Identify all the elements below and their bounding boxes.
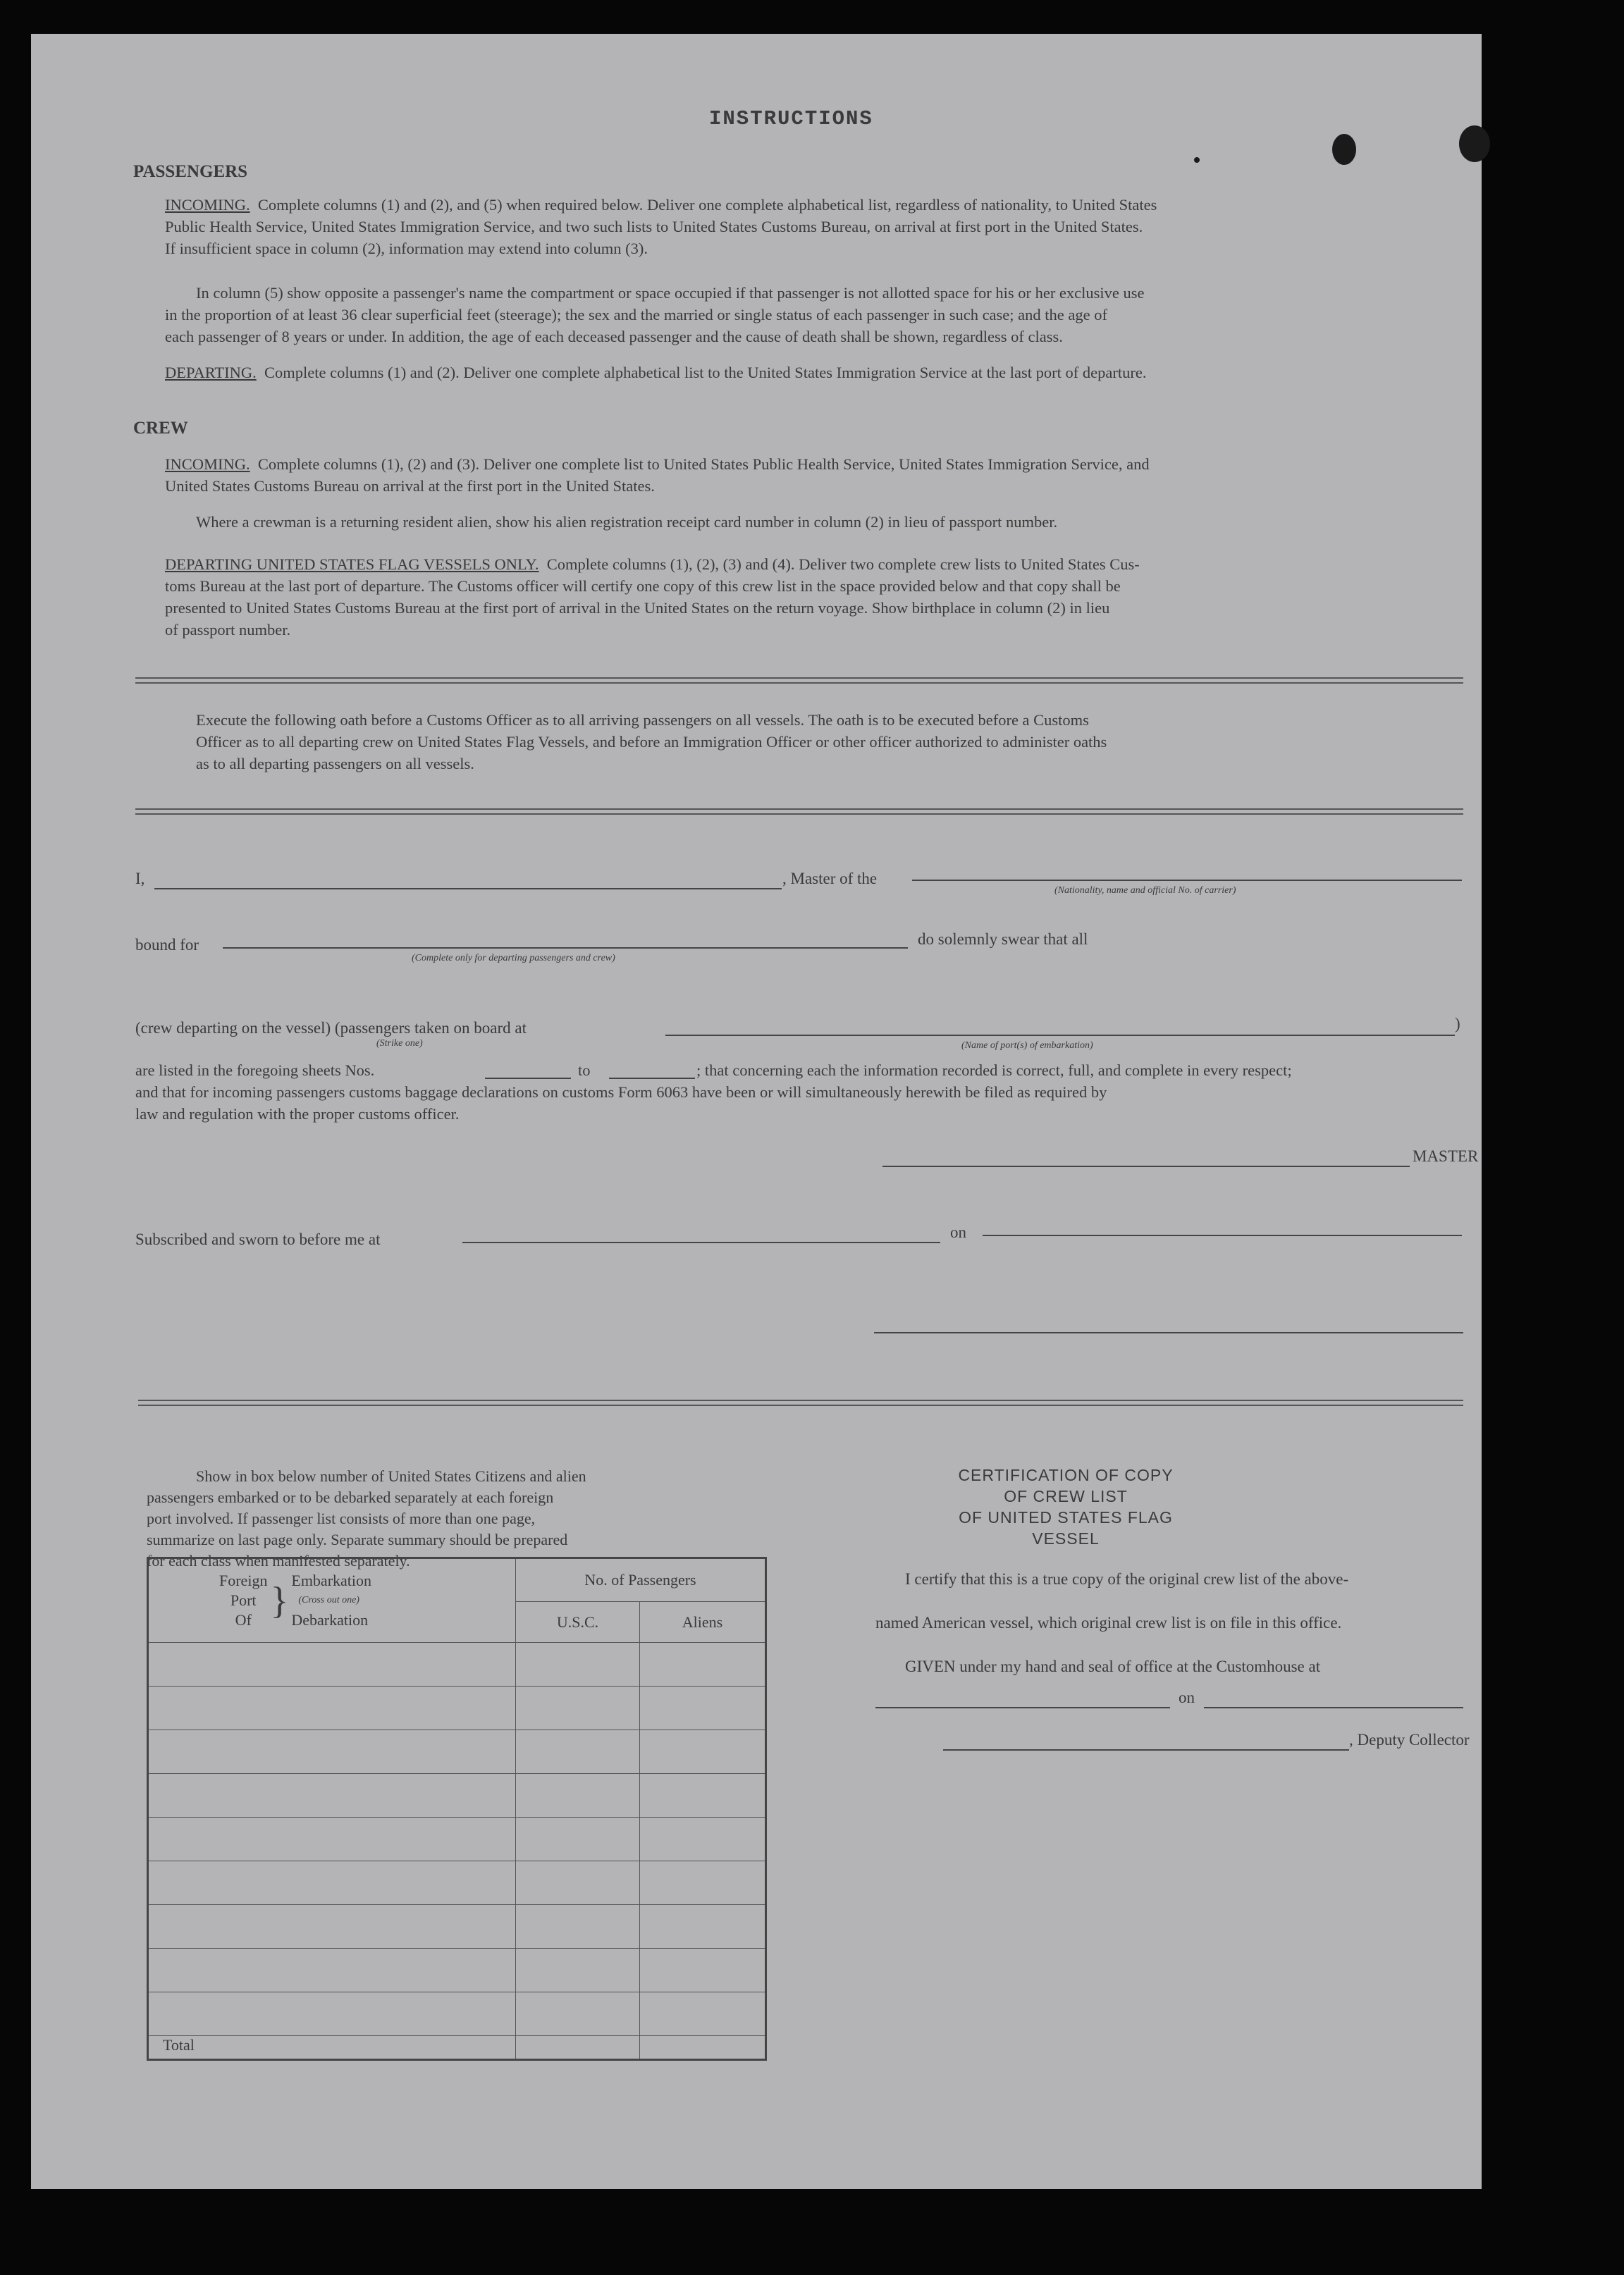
text-line: toms Bureau at the last port of departure. The Customs officer will certify one copy of this crew list in the space provided below and that copy shall be — [165, 577, 1121, 595]
sheet-to-field[interactable] — [609, 1078, 695, 1079]
usc-cell[interactable] — [516, 1730, 640, 1774]
text-line: Complete columns (1), (2), (3) and (4). Deliver two complete crew lists to United States Cus- — [546, 555, 1140, 573]
bound-for-hint: (Complete only for departing passengers and crew) — [412, 953, 615, 963]
column5-paragraph — [165, 282, 1455, 347]
of-label: Of — [235, 1611, 252, 1629]
aliens-cell[interactable] — [640, 1730, 766, 1774]
foreign-label: Foreign — [219, 1572, 268, 1589]
passenger-summary-table — [147, 1557, 767, 2061]
port-cell[interactable] — [148, 1643, 516, 1687]
aliens-cell[interactable] — [640, 1818, 766, 1861]
total-aliens-cell[interactable] — [640, 2036, 766, 2060]
port-cell[interactable] — [148, 1730, 516, 1774]
section-divider — [135, 808, 1463, 815]
close-paren: ) — [1455, 1015, 1460, 1032]
sheet-from-field[interactable] — [485, 1078, 571, 1079]
strike-one-hint: (Strike one) — [376, 1038, 423, 1049]
text-line: port involved. If passenger list consists of more than one page, — [147, 1510, 536, 1527]
text-line: I certify that this is a true copy of the original crew list of the above- — [905, 1570, 1349, 1588]
master-name-field[interactable] — [154, 888, 782, 889]
crew-heading: CREW — [133, 419, 188, 438]
embarkation-ports-field[interactable] — [665, 1035, 1455, 1036]
subscribed-label: Subscribed and sworn to before me at — [135, 1231, 381, 1248]
passengers-incoming-paragraph — [165, 194, 1455, 259]
text-line: In column (5) show opposite a passenger's name the compartment or space occupied if that passenger is not allotted space for his or her exclusive use — [196, 284, 1145, 302]
departing-label: DEPARTING. — [165, 364, 257, 381]
carrier-hint: (Nationality, name and official No. of carrier) — [1054, 885, 1236, 896]
swear-text: do solemnly swear that all — [918, 930, 1088, 948]
crew-departing-paragraph — [165, 553, 1455, 641]
crew-passengers-text: (crew departing on the vessel) (passengers taken on board at — [135, 1019, 527, 1037]
usc-cell[interactable] — [516, 1774, 640, 1818]
officer-signature-field[interactable] — [874, 1332, 1463, 1333]
text-line: Complete columns (1) and (2), and (5) when required below. Deliver one complete alphabetical list, regardless of nationality, to United States — [257, 196, 1157, 214]
incoming-label: INCOMING. — [165, 196, 250, 214]
text-line: passengers embarked or to be debarked separately at each foreign — [147, 1488, 554, 1506]
crew-resident-paragraph: Where a crewman is a returning resident alien, show his alien registration receipt card number in column (2) in lieu of passport number. — [196, 513, 1058, 531]
text-line: If insufficient space in column (2), information may extend into column (3). — [165, 240, 648, 257]
aliens-cell[interactable] — [640, 1643, 766, 1687]
oath-statement — [135, 1059, 1462, 1125]
aliens-cell[interactable] — [640, 1687, 766, 1730]
ports-hint: (Name of port(s) of embarkation) — [961, 1040, 1093, 1051]
usc-cell[interactable] — [516, 1861, 640, 1905]
subscribed-place-field[interactable] — [462, 1242, 940, 1243]
usc-cell[interactable] — [516, 1818, 640, 1861]
summary-instructions — [147, 1466, 767, 1572]
bound-for-field[interactable] — [223, 947, 908, 949]
brace-glyph: } — [270, 1579, 289, 1622]
usc-header: U.S.C. — [516, 1602, 640, 1643]
text-line: named American vessel, which original crew list is on file in this office. — [875, 1614, 1342, 1632]
port-cell[interactable] — [148, 1774, 516, 1818]
text-line: Public Health Service, United States Immigration Service, and two such lists to United States Customs Bureau, on arrival at first port in the United States. — [165, 218, 1143, 235]
incoming-label: INCOMING. — [165, 455, 250, 473]
bound-for-label: bound for — [135, 936, 199, 954]
text-line: United States Customs Bureau on arrival at the first port in the United States. — [165, 477, 655, 495]
text-line: Execute the following oath before a Customs Officer as to all arriving passengers on all vessels. The oath is to be executed before a Customs — [196, 711, 1089, 729]
port-cell[interactable] — [148, 1949, 516, 1992]
master-signature-field[interactable] — [882, 1166, 1410, 1167]
aliens-cell[interactable] — [640, 1861, 766, 1905]
certification-text — [875, 1558, 1463, 1689]
cert-date-field[interactable] — [1204, 1707, 1463, 1708]
usc-cell[interactable] — [516, 1905, 640, 1949]
listed-label: are listed in the foregoing sheets Nos. — [135, 1061, 375, 1079]
passengers-departing-paragraph — [165, 362, 1455, 383]
port-header — [148, 1558, 516, 1643]
cert-on-label: on — [1179, 1689, 1195, 1706]
section-divider — [138, 1400, 1463, 1406]
cross-out-hint: (Cross out one) — [298, 1595, 359, 1605]
deputy-collector-label: , Deputy Collector — [1349, 1731, 1470, 1749]
aliens-cell[interactable] — [640, 1905, 766, 1949]
concerning-text: ; that concerning each the information recorded is correct, full, and complete in every respect; — [696, 1061, 1292, 1079]
page-title: INSTRUCTIONS — [709, 107, 873, 130]
port-cell[interactable] — [148, 1992, 516, 2036]
port-cell[interactable] — [148, 1687, 516, 1730]
text-line: Officer as to all departing crew on United States Flag Vessels, and before an Immigration Officer or other officer authorized to administer oaths — [196, 733, 1107, 751]
usc-cell[interactable] — [516, 1687, 640, 1730]
cert-title-line: CERTIFICATION OF COPY OF CREW LIST — [958, 1466, 1174, 1505]
text-line: law and regulation with the proper customs officer. — [135, 1105, 460, 1123]
deputy-signature-field[interactable] — [943, 1749, 1349, 1751]
text-line: as to all departing passengers on all vessels. — [196, 755, 474, 772]
ink-stain — [1459, 125, 1490, 162]
port-cell[interactable] — [148, 1818, 516, 1861]
on-label: on — [950, 1223, 966, 1241]
total-usc-cell[interactable] — [516, 2036, 640, 2060]
oath-intro — [196, 709, 1458, 775]
subscribed-date-field[interactable] — [983, 1235, 1462, 1236]
text-line: in the proportion of at least 36 clear superficial feet (steerage); the sex and the married or single status of each passenger in such case; and the age of — [165, 306, 1107, 323]
section-divider — [135, 677, 1463, 684]
text-line: presented to United States Customs Bureau at the first port of arrival in the United States on the return voyage. Show birthplace in column (2) in lieu — [165, 599, 1110, 617]
debarkation-label: Debarkation — [291, 1611, 369, 1629]
usc-cell[interactable] — [516, 1949, 640, 1992]
carrier-field[interactable] — [912, 880, 1462, 881]
text-line: for each class when manifested separately. — [147, 1552, 410, 1570]
text-line: Complete columns (1) and (2). Deliver one complete alphabetical list to the United States Immigration Service at the last port of departure. — [264, 364, 1147, 381]
port-cell[interactable] — [148, 1861, 516, 1905]
port-label: Port — [230, 1591, 257, 1609]
oath-i: I, — [135, 870, 145, 887]
aliens-cell[interactable] — [640, 1774, 766, 1818]
departing-label: DEPARTING UNITED STATES FLAG VESSELS ONLY. — [165, 555, 539, 573]
master-of-the-label: , Master of the — [782, 870, 878, 887]
text-line: each passenger of 8 years or under. In addition, the age of each deceased passenger and the cause of death shall be shown, regardless of class. — [165, 328, 1063, 345]
certification-heading — [946, 1465, 1186, 1549]
text-line: Show in box below number of United States Citizens and alien — [196, 1467, 586, 1485]
ink-stain — [1194, 157, 1200, 163]
aliens-cell[interactable] — [640, 1992, 766, 2036]
text-line: Complete columns (1), (2) and (3). Deliver one complete list to United States Public Health Service, United States Immigration Service, and — [257, 455, 1150, 473]
customhouse-field[interactable] — [875, 1707, 1170, 1708]
crew-incoming-paragraph — [165, 453, 1455, 497]
usc-cell[interactable] — [516, 1992, 640, 2036]
aliens-cell[interactable] — [640, 1949, 766, 1992]
no-passengers-header: No. of Passengers — [516, 1558, 766, 1602]
to-label: to — [578, 1061, 591, 1079]
port-cell[interactable] — [148, 1905, 516, 1949]
form-page — [31, 34, 1482, 2189]
aliens-header: Aliens — [640, 1602, 766, 1643]
total-label: Total — [148, 2036, 516, 2060]
master-label: MASTER — [1413, 1147, 1479, 1165]
text-line: summarize on last page only. Separate summary should be prepared — [147, 1531, 568, 1548]
text-line: and that for incoming passengers customs baggage declarations on customs Form 6063 have been or will simultaneously herewith be filed as required by — [135, 1083, 1107, 1101]
cert-title-line: OF UNITED STATES FLAG VESSEL — [959, 1508, 1173, 1548]
text-line: of passport number. — [165, 621, 291, 639]
text-line: GIVEN under my hand and seal of office at the Customhouse at — [905, 1658, 1321, 1675]
passengers-heading: PASSENGERS — [133, 162, 248, 181]
ink-stain — [1332, 134, 1356, 165]
usc-cell[interactable] — [516, 1643, 640, 1687]
embarkation-label: Embarkation — [291, 1572, 372, 1589]
